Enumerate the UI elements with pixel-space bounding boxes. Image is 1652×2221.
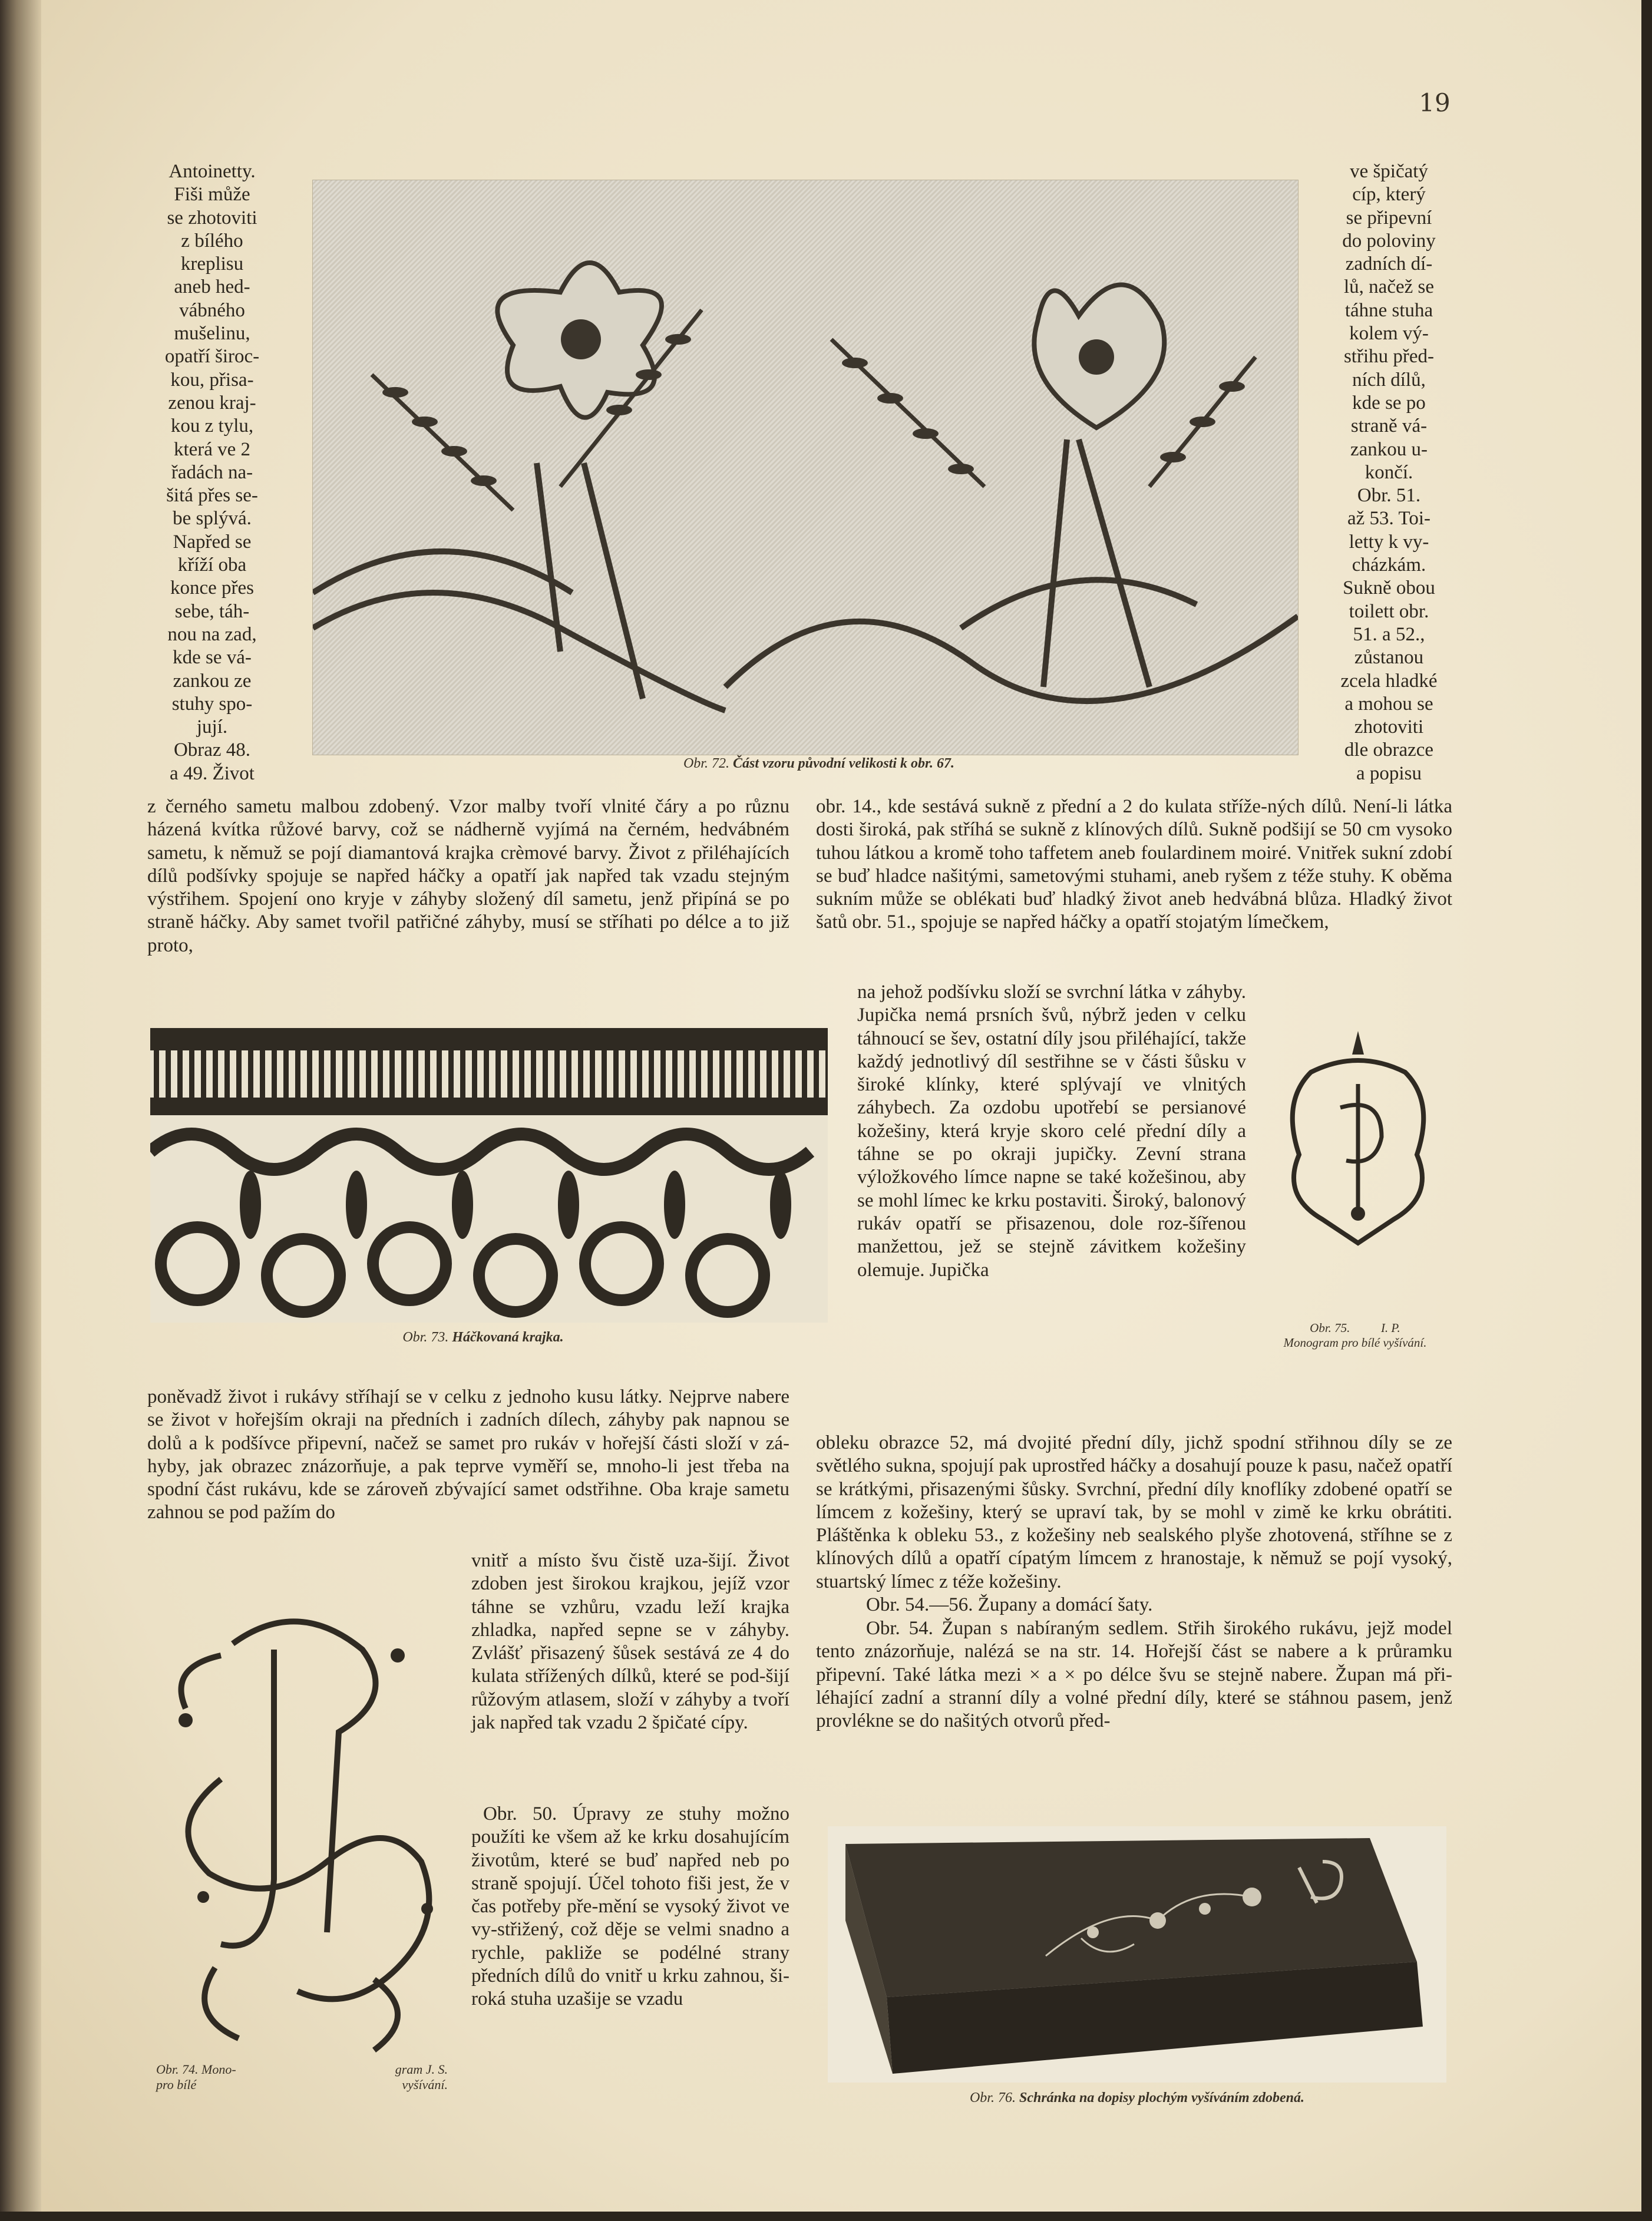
- right-paragraph-4: Obr. 54.—56. Župany a domácí šaty.: [866, 1594, 1153, 1615]
- figure-75-label: Obr. 75.: [1310, 1321, 1350, 1335]
- right-narrow-line: letty k vy-: [1349, 531, 1429, 553]
- lace-post: [814, 1050, 819, 1098]
- figure-74-label-line-1: Obr. 74. Mono-: [156, 2062, 236, 2077]
- left-narrow-line: šitá přes se-: [166, 485, 258, 507]
- figure-73-crochet-lace: [150, 1028, 828, 1323]
- right-narrow-line: a mohou se: [1344, 693, 1433, 715]
- right-narrow-line: toilett obr.: [1349, 600, 1429, 622]
- right-paragraph-2: na jehož podšívku složí se svrchní látka v záhyby. Jupička nemá prsních švů, nýbrž jeden v celku táhnoucí se šev, ostatní díly jsou přiléhající, takže každý jednotlivý díl sestřihne se v části šůsku v široké klínky, které splývají ve vlnitých záhybech. Za ozdobu upotřebí se persianové kožešiny, která kryje skoro celé přední díly a táhne se po okraji jupičky. Zevní strana výložkového límce napne se také kožešinou, aby se mohl límec ke krku postaviti. Široký, balonový rukáv opatří se přisazenou, dole roz-šířenou manžettou, jež se stejně závitkem kožešiny olemuje. Jupička: [857, 981, 1246, 1281]
- left-paragraph-1: z černého sametu malbou zdobený. Vzor malby tvoří vlnité čáry a po různu házená kvítka růžové barvy, což se nádherně vyjímá na černém, hedvábném sametu, k němuž se pojí diamantová krajka crèmové barvy. Život z přiléhajících dílů podšívky spojuje se napřed háčky a opatří jak napřed tak vzadu stejným výstřihem. Spojení ono kryje v záhyby složený díl sametu, jenž připíná se po straně háčky. Aby samet tvořil patřičné záhyby, musí se stříhati po délce a to již proto,: [147, 796, 789, 956]
- lace-post: [802, 1050, 807, 1098]
- lace-post: [342, 1050, 348, 1098]
- left-narrow-column: [144, 160, 280, 785]
- lace-post: [331, 1050, 336, 1098]
- right-narrow-line: zůstanou: [1354, 647, 1424, 669]
- figure-76-letter-box: [828, 1826, 1446, 2083]
- lace-post: [790, 1050, 795, 1098]
- right-narrow-line: táhne stuha: [1344, 299, 1433, 321]
- figure-72-label: Obr. 72.: [683, 756, 729, 771]
- lace-post: [354, 1050, 359, 1098]
- right-narrow-line: do poloviny: [1342, 230, 1436, 252]
- lace-post: [378, 1050, 383, 1098]
- lace-post: [543, 1050, 548, 1098]
- crochet-lace-drawing: [150, 1028, 828, 1323]
- figure-76-caption: [890, 2090, 1385, 2106]
- left-narrow-line: be splývá.: [173, 508, 252, 530]
- left-narrow-line: kreplisu: [180, 253, 244, 275]
- lace-post: [684, 1050, 689, 1098]
- lace-post: [825, 1050, 828, 1098]
- right-narrow-line: se připevní: [1346, 207, 1432, 229]
- lace-post: [272, 1050, 277, 1098]
- left-narrow-line: se zhotoviti: [167, 207, 257, 229]
- right-narrow-line: ních dílů,: [1352, 369, 1426, 391]
- left-paragraph-3: vnitř a místo švu čistě uza-šijí. Život zdoben jest širokou krajkou, jejíž vzor táhne se vzhůru, vzadu leží krajka zhladka, napřed sepne se v záhyby. Zvlášť přisazený šůsek sestává ze 4 do kulata střížených dílků, které se pod-šijí růžovým atlasem, složí v záhyby a tvoří jak napřed tak vzadu 2 špičaté cípy.: [471, 1550, 789, 1734]
- lace-post: [590, 1050, 595, 1098]
- right-narrow-line: straně vá-: [1350, 415, 1428, 437]
- lace-post: [613, 1050, 619, 1098]
- monogram-ip-drawing: [1276, 1019, 1440, 1255]
- monogram-js-drawing: [150, 1602, 457, 2068]
- right-paragraph-1: obr. 14., kde sestává sukně z přední a 2 do kulata stříže-ných dílů. Není-li látka dosti široká, pak stříhá se sukně z klínových dílů. Sukně podšijí se 50 cm vysoko tuhou látkou a kromě toho taffetem aneb foulardinem moiré. Vnitřek sukní zdobí se buď hladce našitými, sametovými stuhami, aneb ryšem z téže stuhy. K oběma sukním může se oblékati buď hladký život aneb hedvábná blůza. Hladký život šatů obr. 51., spojuje se napřed háčky a opatří stojatým límečkem,: [816, 796, 1452, 933]
- left-narrow-line: Napřed se: [173, 531, 252, 553]
- embroidery-pattern-drawing: [313, 180, 1298, 755]
- lace-post: [413, 1050, 418, 1098]
- lace-post: [460, 1050, 465, 1098]
- figure-72-title: Část vzoru původní velikosti k obr. 67.: [732, 756, 955, 771]
- lace-post: [755, 1050, 760, 1098]
- lace-post: [401, 1050, 407, 1098]
- letter-box-drawing: [828, 1826, 1446, 2083]
- lace-post: [283, 1050, 289, 1098]
- figure-74-label-line-3: gram J. S.: [395, 2062, 448, 2077]
- left-narrow-line: kde se vá-: [173, 647, 252, 669]
- figure-72-caption: [613, 756, 1025, 772]
- left-narrow-line: aneb hed-: [174, 276, 250, 298]
- book-binding-shadow: [0, 0, 41, 2221]
- right-narrow-line: Obr. 51.: [1357, 485, 1421, 507]
- figure-72-embroidery-pattern: [312, 180, 1299, 755]
- lace-post: [166, 1050, 171, 1098]
- page-edge-bottom: [0, 2212, 1652, 2221]
- left-narrow-line: opatří široc-: [164, 346, 260, 368]
- right-narrow-line: ve špičatý: [1350, 161, 1428, 182]
- lace-post: [578, 1050, 583, 1098]
- lace-post: [307, 1050, 312, 1098]
- lace-post: [248, 1050, 253, 1098]
- figure-74-caption-right: [336, 2062, 448, 2093]
- lace-post: [531, 1050, 536, 1098]
- left-narrow-line: Antoinetty.: [168, 161, 256, 182]
- left-narrow-line: jují.: [196, 716, 228, 738]
- figure-75-initials: I. P.: [1380, 1321, 1400, 1335]
- left-narrow-line: kou z tylu,: [170, 415, 254, 437]
- left-narrow-line: z bílého: [181, 230, 243, 252]
- lace-post: [660, 1050, 666, 1098]
- figure-73-title: Háčkovaná krajka.: [452, 1330, 564, 1345]
- right-narrow-line: kde se po: [1352, 392, 1426, 414]
- left-narrow-line: a 49. Život: [170, 762, 255, 784]
- lace-post: [484, 1050, 489, 1098]
- left-paragraph-4: Obr. 50. Úpravy ze stuhy možno použíti ke všem až ke krku dosahujícím životům, které se buď napřed neb po straně spojují. Účel tohoto fiši jest, že v čas potřeby pře-mění se vysoký život ve vy-střižený, což děje se velmi snadno a rychle, pakliže se podélné strany předních dílů do vnitř u krku zahnou, ši-roká stuha uzašije se vzadu: [471, 1803, 789, 2010]
- lace-post: [366, 1050, 371, 1098]
- left-narrow-line: kou, přisa-: [170, 369, 254, 391]
- right-narrow-line: cíp, který: [1352, 184, 1426, 206]
- right-narrow-line: lů, načež se: [1344, 276, 1434, 298]
- lace-post: [708, 1050, 713, 1098]
- figure-74-caption-left: [156, 2062, 292, 2093]
- lace-post: [766, 1050, 772, 1098]
- lace-post: [260, 1050, 265, 1098]
- left-narrow-line: řadách na-: [171, 461, 253, 483]
- lace-post: [554, 1050, 560, 1098]
- right-narrow-line: Sukně obou: [1343, 577, 1435, 599]
- figure-74-label-line-4: vyšívání.: [402, 2077, 448, 2092]
- lace-post: [154, 1050, 159, 1098]
- lace-post: [295, 1050, 300, 1098]
- figure-74-label-line-2: pro bílé: [156, 2077, 197, 2092]
- lace-post: [213, 1050, 218, 1098]
- lace-post: [177, 1050, 183, 1098]
- lace-post: [472, 1050, 477, 1098]
- lace-post: [602, 1050, 607, 1098]
- lace-post: [319, 1050, 324, 1098]
- left-narrow-line: kříží oba: [177, 554, 247, 576]
- lace-post: [637, 1050, 642, 1098]
- lace-post: [625, 1050, 630, 1098]
- figure-74-monogram-js: [150, 1602, 457, 2068]
- lace-post: [236, 1050, 242, 1098]
- left-narrow-line: sebe, táh-: [174, 600, 250, 622]
- right-paragraph-5: Obr. 54. Župan s nabíraným sedlem. Střih širokého rukávu, jejž model tento znázorňuje, nalézá se na str. 14. Hořejší část se nabere a k průramku připevní. Také látka mezi × a × po délce švu se stejně nabere. Župan má při-léhající zadní a stranní díly a volné přední díly, které se stáhnou pasem, jenž provlékne se do našitých otvorů před-: [816, 1618, 1452, 1732]
- lace-post: [389, 1050, 395, 1098]
- lace-post: [672, 1050, 678, 1098]
- figure-75-label-row: [1249, 1321, 1461, 1336]
- right-narrow-line: dle obrazce: [1344, 739, 1434, 761]
- right-narrow-column: [1326, 160, 1452, 785]
- lace-post: [495, 1050, 501, 1098]
- lace-post: [696, 1050, 701, 1098]
- right-narrow-line: zankou u-: [1350, 438, 1428, 460]
- lace-post: [719, 1050, 725, 1098]
- right-narrow-line: a popisu: [1356, 762, 1422, 784]
- right-narrow-line: cházkám.: [1352, 554, 1426, 576]
- lace-post: [649, 1050, 654, 1098]
- page-edge-right: [1641, 0, 1652, 2221]
- page-number: 19: [1419, 88, 1451, 117]
- left-narrow-line: mušelinu,: [174, 323, 250, 345]
- right-narrow-line: zhotoviti: [1354, 716, 1424, 738]
- right-paragraph-3: obleku obrazce 52, má dvojité přední díly, jichž spodní střihnou díly se ze světlého sukna, spojují pak uprostřed háčky a dosahují pouze k pasu, načež opatří se krátkými, přisazenými šůsky. Svrchní, přední díly knoflíky zdobené opatří se límcem z kožešiny, který se upraví tak, by se mohl v zimě ke krku obrátiti. Pláštěnka k obleku 53., z kožešiny neb sealského plyše zhotovená, stříhne se z klínových dílů a opatří cípatým límcem z hranostaje, k němuž se pojí vysoký, stuartský límec z téže kožešiny.: [816, 1432, 1452, 1592]
- lace-post: [425, 1050, 430, 1098]
- lace-post: [566, 1050, 571, 1098]
- lace-post: [224, 1050, 230, 1098]
- right-narrow-line: až 53. Toi-: [1347, 508, 1430, 530]
- left-narrow-line: která ve 2: [173, 438, 251, 460]
- left-narrow-line: zenou kraj-: [168, 392, 256, 414]
- left-narrow-line: zankou ze: [173, 670, 252, 692]
- figure-73-label: Obr. 73.: [402, 1330, 449, 1345]
- lace-post: [519, 1050, 524, 1098]
- lace-post: [507, 1050, 513, 1098]
- lace-post: [437, 1050, 442, 1098]
- left-narrow-line: stuhy spo-: [171, 693, 253, 715]
- right-narrow-line: končí.: [1364, 461, 1413, 483]
- lace-post: [201, 1050, 206, 1098]
- figure-75-caption: [1249, 1321, 1461, 1350]
- lace-post: [448, 1050, 454, 1098]
- left-narrow-line: nou na zad,: [167, 623, 257, 645]
- right-narrow-line: střihu před-: [1343, 346, 1435, 368]
- lace-post: [743, 1050, 748, 1098]
- right-narrow-line: zadních dí-: [1345, 253, 1433, 275]
- lace-post: [731, 1050, 736, 1098]
- right-narrow-line: zcela hladké: [1340, 670, 1438, 692]
- left-narrow-line: vábného: [179, 299, 245, 321]
- lace-post: [189, 1050, 194, 1098]
- left-narrow-line: konce přes: [170, 577, 255, 599]
- right-narrow-line: kolem vý-: [1349, 323, 1429, 345]
- figure-75-title: Monogram pro bílé vyšívání.: [1283, 1336, 1427, 1350]
- lace-post: [778, 1050, 784, 1098]
- figure-75-monogram-ip: [1276, 1019, 1440, 1255]
- left-narrow-line: Fiši může: [174, 184, 250, 206]
- left-narrow-line: Obraz 48.: [173, 739, 251, 761]
- left-paragraph-2: poněvadž život i rukávy stříhají se v celku z jednoho kusu látky. Nejprve nabere se život v hořejším okraji na předních i zadních dílech, záhyby pak napnou se dolů a k podšívce připevní, načež se samet pro rukáv v hořejší části složí v zá-hyby, jak obrazec znázorňuje, a pak teprve vyměří se, mnoho-li jest třeba na spodní část rukávu, kde se zároveň zbývající samet odstřihne. Oba kraje sametu zahnou se pod pažím do: [147, 1386, 789, 1523]
- figure-76-title: Schránka na dopisy plochým vyšíváním zdobená.: [1019, 2090, 1305, 2106]
- figure-73-caption: [318, 1330, 648, 1346]
- figure-76-label: Obr. 76.: [969, 2090, 1016, 2106]
- right-narrow-line: 51. a 52.,: [1353, 623, 1425, 645]
